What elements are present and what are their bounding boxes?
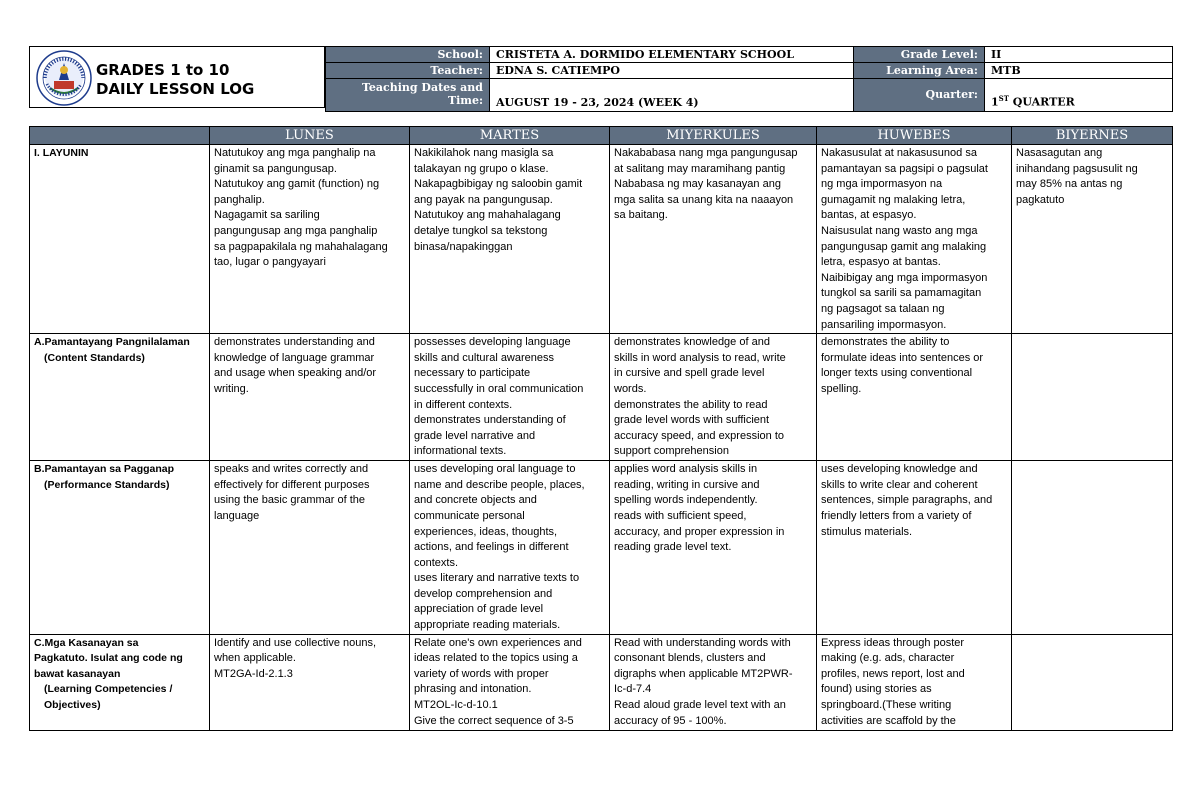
cell-text-line: communicate personal — [414, 509, 525, 522]
row-label-line: C.Mga Kasanayan sa — [34, 636, 139, 649]
learning-area-value: MTB — [985, 63, 1173, 79]
cell-text-line: pangungusap gamit ang malaking — [821, 240, 987, 253]
cell-text-line: MT2OL-Ic-d-10.1 — [414, 699, 498, 712]
cell-text-line: demonstrates the ability to read — [614, 398, 768, 411]
cell-text-line: ng pagsagot sa talaan ng — [821, 302, 945, 315]
row-label-line: I. LAYUNIN — [34, 147, 89, 159]
cell-text-line: develop comprehension and — [414, 587, 553, 600]
cell-text-line: panghalip. — [214, 193, 265, 206]
title-line-2: DAILY LESSON LOG — [96, 80, 255, 98]
cell-text-line: Read with understanding words with — [614, 636, 791, 649]
cell-martes — [410, 461, 610, 635]
cell-text-line: reading grade level text. — [614, 541, 732, 554]
cell-text-line: MT2GA-Id-2.1.3 — [214, 667, 293, 680]
deped-seal-icon — [36, 50, 92, 106]
cell-biyernes — [1012, 334, 1173, 461]
day-header-miyerkules: MIYERKULES — [610, 127, 817, 145]
teacher-label: Teacher: — [326, 63, 490, 79]
cell-text-line: may 85% na antas ng — [1016, 178, 1123, 191]
cell-text-line: talakayan ng grupo o klase. — [414, 162, 549, 175]
cell-text-line: found) using stories as — [821, 683, 932, 696]
teaching-dates-label: Teaching Dates and Time: — [326, 79, 490, 112]
cell-text-line: necessary to participate — [414, 367, 531, 380]
cell-text-line: spelling words independently. — [614, 494, 758, 507]
cell-text-line: stimulus materials. — [821, 525, 913, 538]
cell-text-line: grade level narrative and — [414, 429, 536, 442]
cell-miyerkules — [610, 145, 817, 334]
cell-text-line: Natutukoy ang mahahalagang — [414, 209, 561, 222]
cell-text-line: longer texts using conventional — [821, 367, 973, 380]
cell-text-line: Nakasusulat at nakasusunod sa — [821, 147, 977, 159]
cell-text-line: ginamit sa pangungusap. — [214, 162, 337, 175]
row-performance-standards — [30, 461, 1173, 635]
cell-text-line: Natutukoy ang mga panghalip na — [214, 147, 376, 159]
day-header-row — [30, 127, 1173, 145]
lesson-log-header — [29, 46, 1172, 108]
cell-text-line: appropriate reading materials. — [414, 619, 561, 632]
cell-text-line: demonstrates knowledge of and — [614, 336, 770, 349]
row-label-line: B.Pamantayan sa Pagganap — [34, 463, 175, 476]
day-header-lunes: LUNES — [210, 127, 410, 145]
cell-text-line: accuracy speed, and expression to — [614, 429, 784, 442]
cell-huwebes — [817, 634, 1012, 730]
cell-biyernes — [1012, 461, 1173, 635]
cell-lunes — [210, 145, 410, 334]
cell-text-line: Read aloud grade level text with an — [614, 699, 786, 712]
row-label — [30, 334, 210, 461]
cell-text-line: activities are scaffold by the — [821, 714, 956, 727]
cell-text-line: tao, lugar o pangyayari — [214, 256, 326, 269]
cell-lunes — [210, 634, 410, 730]
cell-text-line: friendly letters from a variety of — [821, 509, 972, 522]
cell-text-line: reading, writing in cursive and — [614, 478, 760, 491]
cell-text-line: consonant blends, clusters and — [614, 652, 766, 665]
row-label — [30, 145, 210, 334]
cell-text-line: phrasing and intonation. — [414, 683, 532, 696]
cell-text-line: inihandang pagsusulit ng — [1016, 162, 1138, 175]
cell-text-line: ideas related to the topics using a — [414, 652, 578, 665]
cell-text-line: spelling. — [821, 382, 862, 395]
cell-lunes — [210, 334, 410, 461]
row-label-line: bawat kasanayan — [34, 667, 121, 680]
lesson-log-grid — [29, 126, 1173, 731]
cell-text-line: speaks and writes correctly and — [214, 463, 369, 476]
cell-text-line: Naibibigay ang mga impormasyon — [821, 271, 988, 284]
cell-miyerkules — [610, 461, 817, 635]
cell-text-line: appreciation of grade level — [414, 603, 544, 616]
cell-text-line: successfully in oral communication — [414, 382, 584, 395]
cell-miyerkules — [610, 334, 817, 461]
cell-text-line: Nagagamit sa sariling — [214, 209, 320, 222]
cell-text-line: at salitang may maramihang pantig — [614, 162, 786, 175]
blank-header-cell — [30, 127, 210, 145]
cell-text-line: skills in word analysis to read, write — [614, 351, 786, 364]
cell-text-line: demonstrates understanding of — [414, 414, 566, 427]
learning-area-label: Learning Area: — [854, 63, 985, 79]
cell-text-line: Nasasagutan ang — [1016, 147, 1103, 159]
cell-text-line: skills to write clear and coherent — [821, 478, 978, 491]
row-label-line: (Performance Standards) — [44, 478, 170, 491]
cell-huwebes — [817, 334, 1012, 461]
cell-text-line: Nakapagbibigay ng saloobin gamit — [414, 178, 583, 191]
teacher-value: EDNA S. CATIEMPO — [490, 63, 854, 79]
quarter-label: Quarter: — [854, 79, 985, 112]
cell-text-line: knowledge of language grammar — [214, 351, 375, 364]
title-line-1: GRADES 1 to 10 — [96, 61, 230, 79]
cell-text-line: variety of words with proper — [414, 667, 549, 680]
cell-text-line: in different contexts. — [414, 398, 513, 411]
day-header-huwebes: HUWEBES — [817, 127, 1012, 145]
cell-text-line: words. — [614, 382, 647, 395]
teaching-dates-value: AUGUST 19 - 23, 2024 (WEEK 4) — [490, 79, 854, 112]
row-label-line: Pagkatuto. Isulat ang code ng — [34, 652, 183, 665]
quarter-value: 1ST QUARTER — [985, 79, 1173, 112]
cell-text-line: Identify and use collective nouns, — [214, 636, 377, 649]
cell-text-line: writing. — [214, 382, 249, 395]
cell-text-line: springboard.(These writing — [821, 699, 952, 712]
cell-text-line: possesses developing language — [414, 336, 571, 349]
cell-biyernes — [1012, 145, 1173, 334]
cell-text-line: ng mga impormasyon na — [821, 178, 943, 191]
cell-text-line: Relate one's own experiences and — [414, 636, 582, 649]
cell-text-line: actions, and feelings in different — [414, 541, 569, 554]
cell-martes — [410, 634, 610, 730]
cell-text-line: uses literary and narrative texts to — [414, 572, 580, 585]
cell-miyerkules — [610, 634, 817, 730]
cell-text-line: sentences, simple paragraphs, and — [821, 494, 993, 507]
cell-text-line: binasa/napakinggan — [414, 240, 513, 253]
cell-text-line: Express ideas through poster — [821, 636, 965, 649]
cell-text-line: and usage when speaking and/or — [214, 367, 377, 380]
cell-text-line: Nababasa ng may kasanayan ang — [614, 178, 781, 191]
cell-text-line: letra, espasyo at bantas. — [821, 256, 941, 269]
cell-huwebes — [817, 145, 1012, 334]
cell-lunes — [210, 461, 410, 635]
row-label-line: (Content Standards) — [44, 351, 145, 364]
cell-text-line: uses developing knowledge and — [821, 463, 978, 476]
cell-text-line: pansariling impormasyon. — [821, 318, 947, 331]
cell-text-line: effectively for different purposes — [214, 478, 370, 491]
cell-text-line: mga salita sa unang kita na naaayon — [614, 193, 794, 206]
cell-text-line: uses developing oral language to — [414, 463, 576, 476]
cell-martes — [410, 334, 610, 461]
cell-text-line: Give the correct sequence of 3-5 — [414, 714, 574, 727]
cell-biyernes — [1012, 634, 1173, 730]
row-label — [30, 634, 210, 730]
cell-text-line: contexts. — [414, 556, 459, 569]
day-header-martes: MARTES — [410, 127, 610, 145]
cell-text-line: applies word analysis skills in — [614, 463, 758, 476]
cell-text-line: profiles, news report, lost and — [821, 667, 965, 680]
cell-text-line: digraphs when applicable MT2PWR- — [614, 667, 793, 680]
cell-text-line: Nakikilahok nang masigla sa — [414, 147, 554, 159]
day-header-biyernes: BIYERNES — [1012, 127, 1173, 145]
cell-text-line: sa baitang. — [614, 209, 668, 222]
cell-text-line: Ic-d-7.4 — [614, 683, 652, 696]
cell-text-line: informational texts. — [414, 445, 507, 458]
row-content-standards — [30, 334, 1173, 461]
cell-text-line: pagkatuto — [1016, 193, 1065, 206]
cell-text-line: support comprehension — [614, 445, 729, 458]
cell-text-line: Natutukoy ang gamit (function) ng — [214, 178, 380, 191]
cell-text-line: when applicable. — [214, 652, 296, 665]
document-title — [96, 61, 254, 99]
cell-text-line: experiences, ideas, thoughts, — [414, 525, 558, 538]
cell-text-line: skills and cultural awareness — [414, 351, 555, 364]
cell-huwebes — [817, 461, 1012, 635]
cell-text-line: in cursive and spell grade level — [614, 367, 765, 380]
cell-text-line: Nakababasa nang mga pangungusap — [614, 147, 798, 159]
title-box — [29, 46, 325, 108]
school-value: CRISTETA A. DORMIDO ELEMENTARY SCHOOL — [490, 47, 854, 63]
cell-text-line: Naisusulat nang wasto ang mga — [821, 224, 978, 237]
cell-text-line: formulate ideas into sentences or — [821, 351, 984, 364]
cell-text-line: making (e.g. ads, character — [821, 652, 955, 665]
cell-text-line: using the basic grammar of the — [214, 494, 366, 507]
cell-text-line: pamantayan sa pagsipi o pagsulat — [821, 162, 988, 175]
cell-text-line: accuracy of 95 - 100%. — [614, 714, 727, 727]
row-label-line: A.Pamantayang Pangnilalaman — [34, 336, 190, 349]
cell-text-line: tungkol sa sarili sa pamamagitan — [821, 287, 982, 300]
cell-text-line: bantas, at espasyo. — [821, 209, 917, 222]
cell-text-line: gumagamit ng malaking letra, — [821, 193, 966, 206]
row-label — [30, 461, 210, 635]
cell-text-line: demonstrates the ability to — [821, 336, 950, 349]
cell-text-line: ang payak na pangungusap. — [414, 193, 553, 206]
cell-text-line: accuracy, and proper expression in — [614, 525, 785, 538]
cell-text-line: demonstrates understanding and — [214, 336, 375, 349]
school-label: School: — [326, 47, 490, 63]
row-learning-competencies — [30, 634, 1173, 730]
grade-level-value: II — [985, 47, 1173, 63]
cell-text-line: detalye tungkol sa tekstong — [414, 224, 548, 237]
cell-text-line: pangungusap ang mga panghalip — [214, 224, 378, 237]
cell-text-line: reads with sufficient speed, — [614, 509, 747, 522]
row-label-line: (Learning Competencies / — [44, 683, 173, 696]
cell-text-line: language — [214, 509, 260, 522]
cell-text-line: sa pagpapakilala ng mahahalagang — [214, 240, 388, 253]
cell-text-line: name and describe people, places, — [414, 478, 585, 491]
row-label-line: Objectives) — [44, 699, 101, 712]
cell-text-line: and concrete objects and — [414, 494, 537, 507]
info-table — [325, 46, 1173, 112]
cell-text-line: grade level words with sufficient — [614, 414, 770, 427]
row-layunin — [30, 145, 1173, 334]
cell-martes — [410, 145, 610, 334]
grade-level-label: Grade Level: — [854, 47, 985, 63]
